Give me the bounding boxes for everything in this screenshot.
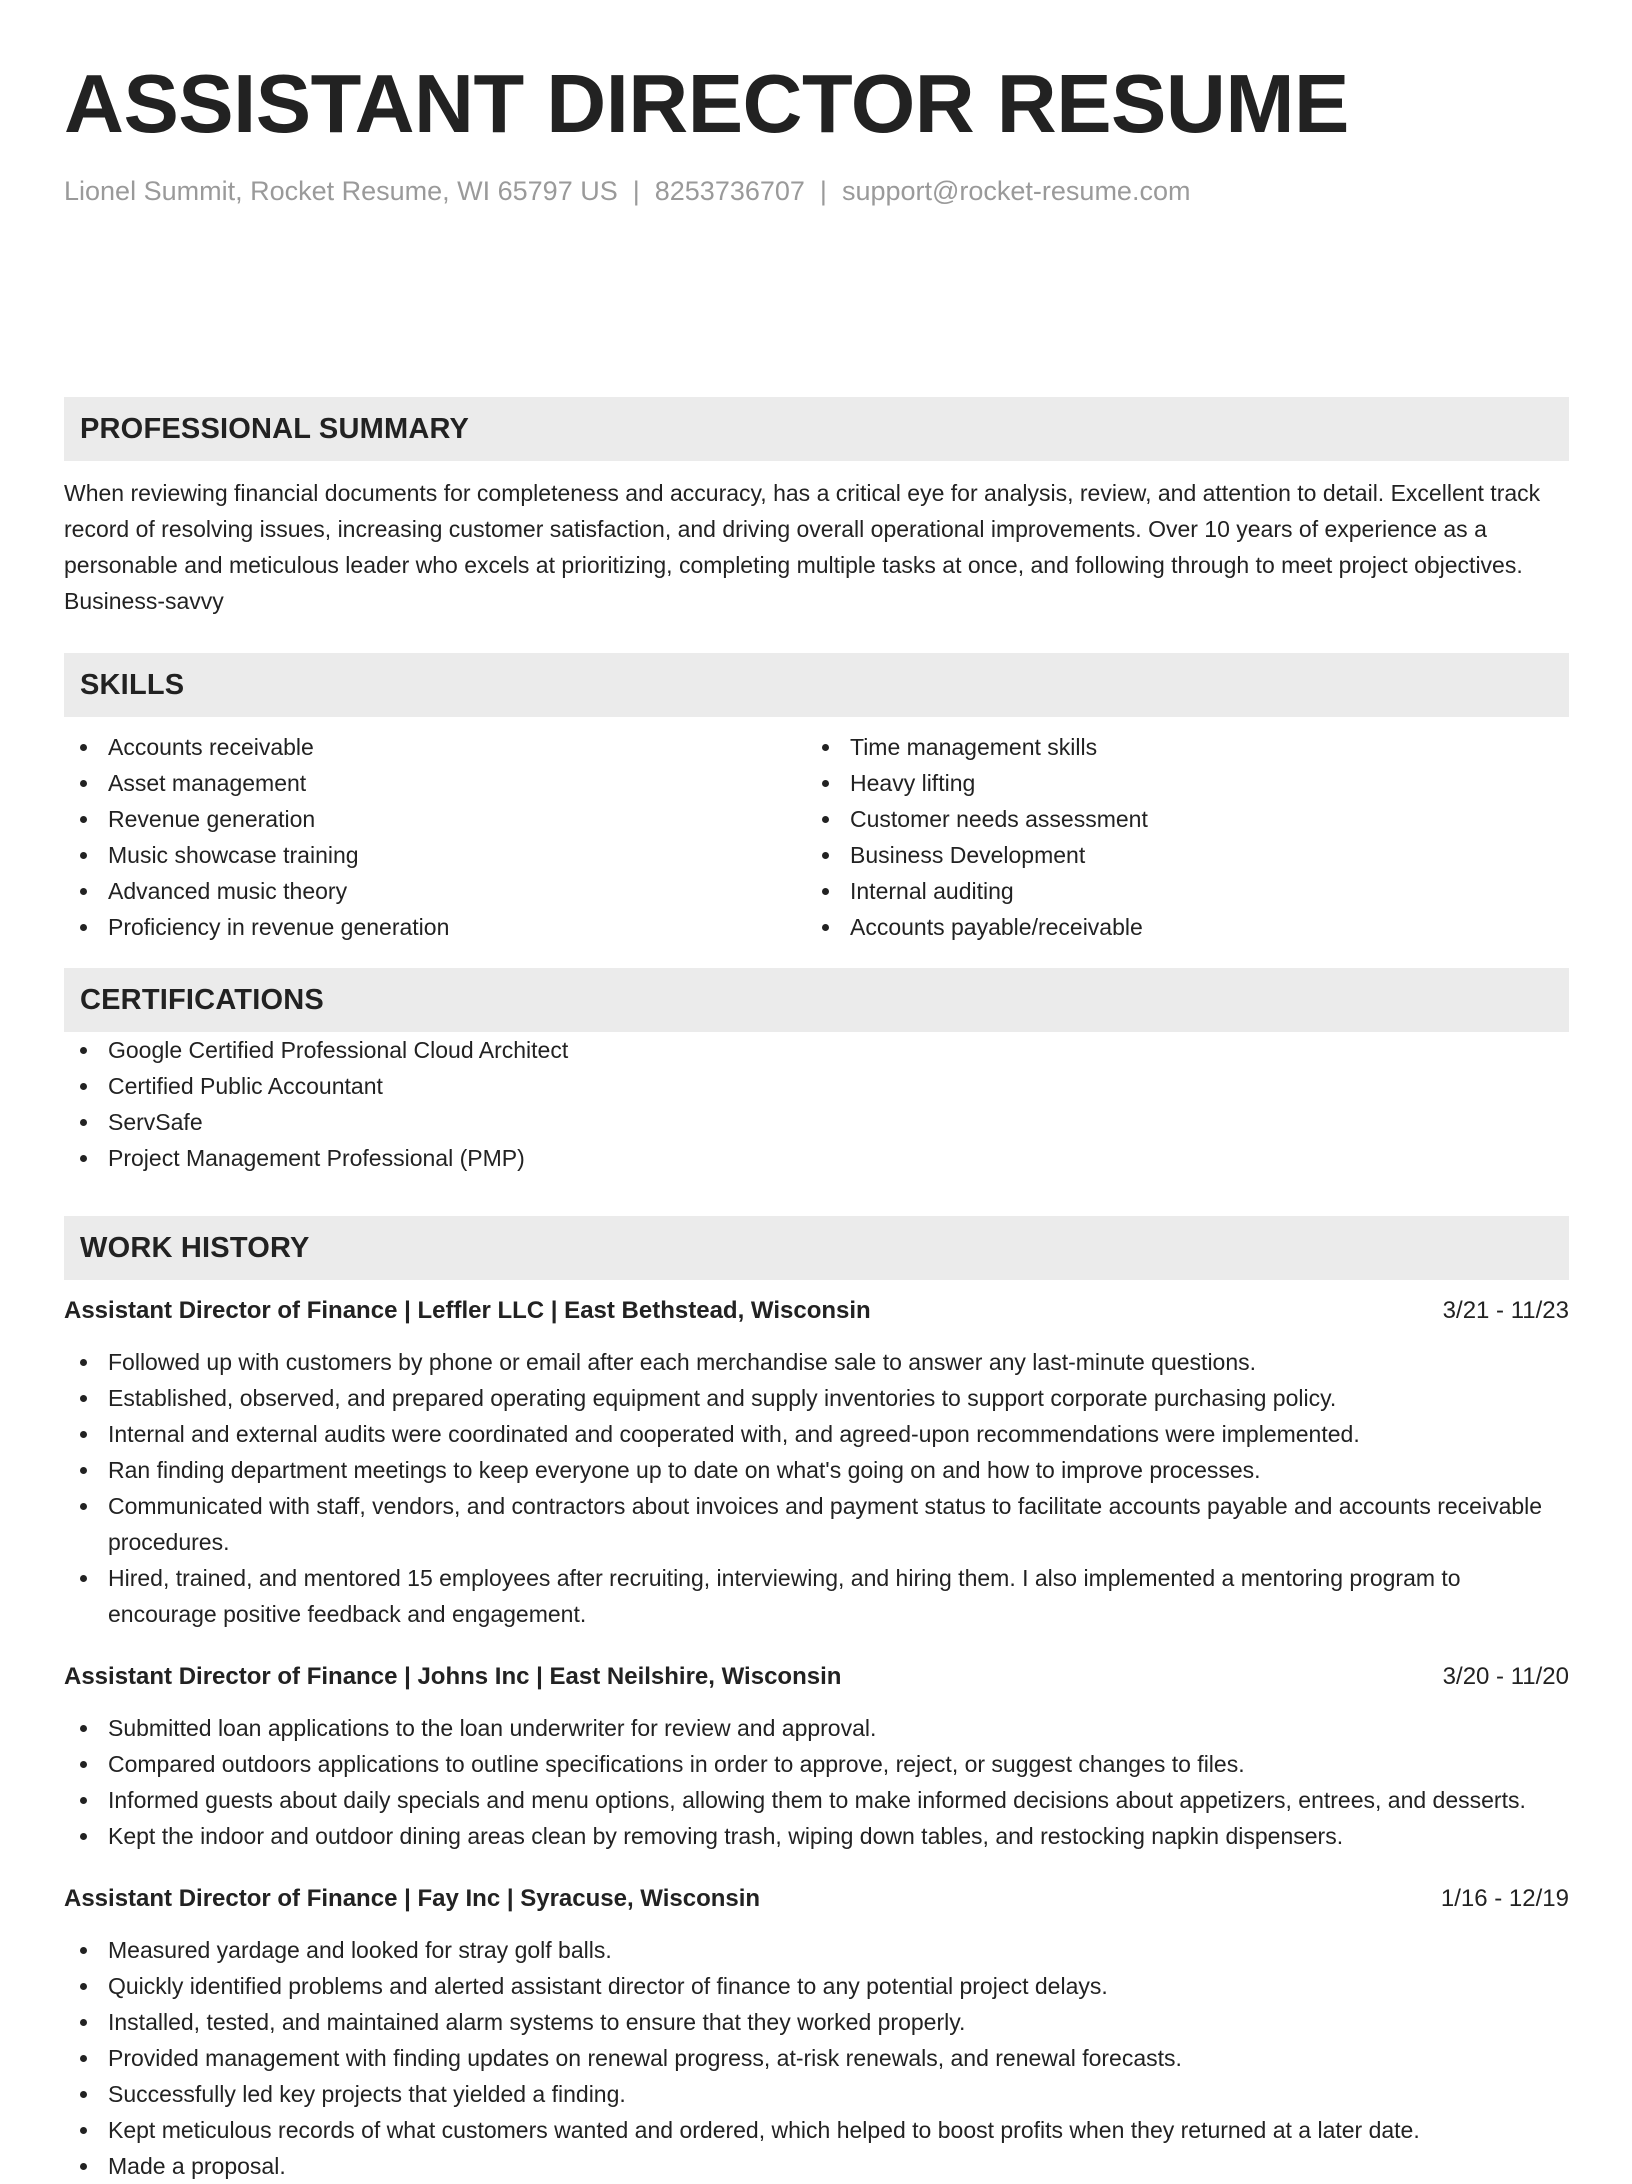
certification-item: Google Certified Professional Cloud Architect xyxy=(64,1032,1569,1068)
skill-item: Proficiency in revenue generation xyxy=(64,909,806,945)
skill-item: Customer needs assessment xyxy=(806,801,1548,837)
skills-list-right xyxy=(806,729,1548,945)
certification-item: ServSafe xyxy=(64,1104,1569,1140)
job-bullet: Internal and external audits were coordinated and cooperated with, and agreed-upon recommendations were implemented. xyxy=(64,1416,1569,1452)
contact-separator: | xyxy=(632,176,640,206)
skill-item: Business Development xyxy=(806,837,1548,873)
skill-item: Accounts payable/receivable xyxy=(806,909,1548,945)
contact-phone: 8253736707 xyxy=(654,176,805,206)
job-bullet: Kept meticulous records of what customers wanted and ordered, which helped to boost profits when they returned at a later date. xyxy=(64,2112,1569,2148)
job-bullet: Measured yardage and looked for stray golf balls. xyxy=(64,1932,1569,1968)
job-bullet: Made a proposal. xyxy=(64,2148,1569,2184)
job-title: Assistant Director of Finance | Fay Inc | Syracuse, Wisconsin xyxy=(64,1885,761,1912)
contact-separator: | xyxy=(819,176,827,206)
job-bullet: Quickly identified problems and alerted assistant director of finance to any potential project delays. xyxy=(64,1968,1569,2004)
skill-item: Music showcase training xyxy=(64,837,806,873)
job-bullet: Provided management with finding updates on renewal progress, at-risk renewals, and renewal forecasts. xyxy=(64,2040,1569,2076)
job-dates: 3/21 - 11/23 xyxy=(1442,1297,1569,1324)
job-bullet: Established, observed, and prepared operating equipment and supply inventories to support corporate purchasing policy. xyxy=(64,1380,1569,1416)
skills-list-left xyxy=(64,729,806,945)
skill-item: Revenue generation xyxy=(64,801,806,837)
job-header xyxy=(64,1882,1569,1916)
resume-page xyxy=(64,0,1569,2184)
professional-summary-text: When reviewing financial documents for completeness and accuracy, has a critical eye for analysis, review, and attention to detail. Excellent track record of resolving issues, increasing customer satisfaction, and driving overall operational improvements. Over 10 years of experience as a personable and meticulous leader who excels at prioritizing, completing multiple tasks at once, and following through to meet project objectives. Business-savvy xyxy=(64,480,1541,614)
job-bullets xyxy=(64,1710,1569,1854)
job-bullet: Communicated with staff, vendors, and contractors about invoices and payment status to facilitate accounts payable and accounts receivable procedures. xyxy=(64,1488,1569,1560)
certification-item: Certified Public Accountant xyxy=(64,1068,1569,1104)
job-bullet: Kept the indoor and outdoor dining areas clean by removing trash, wiping down tables, and restocking napkin dispensers. xyxy=(64,1818,1569,1854)
professional-summary-heading: PROFESSIONAL SUMMARY xyxy=(64,397,1569,461)
job-bullet: Followed up with customers by phone or email after each merchandise sale to answer any last-minute questions. xyxy=(64,1344,1569,1380)
job-bullet: Successfully led key projects that yielded a finding. xyxy=(64,2076,1569,2112)
resume-title: ASSISTANT DIRECTOR RESUME xyxy=(64,57,1349,150)
job-entry xyxy=(64,1882,1569,2184)
job-bullets xyxy=(64,1932,1569,2184)
job-dates: 3/20 - 11/20 xyxy=(1442,1663,1569,1690)
job-entry xyxy=(64,1294,1569,1632)
job-header xyxy=(64,1660,1569,1694)
work-history-heading: WORK HISTORY xyxy=(64,1216,1569,1280)
job-bullet: Informed guests about daily specials and menu options, allowing them to make informed decisions about appetizers, entrees, and desserts. xyxy=(64,1782,1569,1818)
certification-item: Project Management Professional (PMP) xyxy=(64,1140,1569,1176)
skills-grid xyxy=(64,729,1569,945)
skill-item: Internal auditing xyxy=(806,873,1548,909)
skill-item: Heavy lifting xyxy=(806,765,1548,801)
skill-item: Advanced music theory xyxy=(64,873,806,909)
contact-line xyxy=(64,174,1569,208)
job-title: Assistant Director of Finance | Johns Inc | East Neilshire, Wisconsin xyxy=(64,1663,842,1690)
job-bullet: Hired, trained, and mentored 15 employees after recruiting, interviewing, and hiring them. I also implemented a mentoring program to encourage positive feedback and engagement. xyxy=(64,1560,1569,1632)
job-header xyxy=(64,1294,1569,1328)
skills-heading: SKILLS xyxy=(64,653,1569,717)
job-title: Assistant Director of Finance | Leffler LLC | East Bethstead, Wisconsin xyxy=(64,1297,871,1324)
job-entry xyxy=(64,1660,1569,1854)
job-bullet: Installed, tested, and maintained alarm systems to ensure that they worked properly. xyxy=(64,2004,1569,2040)
certifications-heading: CERTIFICATIONS xyxy=(64,968,1569,1032)
skill-item: Accounts receivable xyxy=(64,729,806,765)
contact-address: Lionel Summit, Rocket Resume, WI 65797 US xyxy=(64,176,618,206)
certifications-list xyxy=(64,1032,1569,1176)
job-dates: 1/16 - 12/19 xyxy=(1440,1885,1569,1912)
job-bullets xyxy=(64,1344,1569,1632)
skill-item: Asset management xyxy=(64,765,806,801)
job-bullet: Submitted loan applications to the loan underwriter for review and approval. xyxy=(64,1710,1569,1746)
job-bullet: Ran finding department meetings to keep everyone up to date on what's going on and how to improve processes. xyxy=(64,1452,1569,1488)
skill-item: Time management skills xyxy=(806,729,1548,765)
contact-email: support@rocket-resume.com xyxy=(841,176,1191,206)
job-bullet: Compared outdoors applications to outline specifications in order to approve, reject, or suggest changes to files. xyxy=(64,1746,1569,1782)
